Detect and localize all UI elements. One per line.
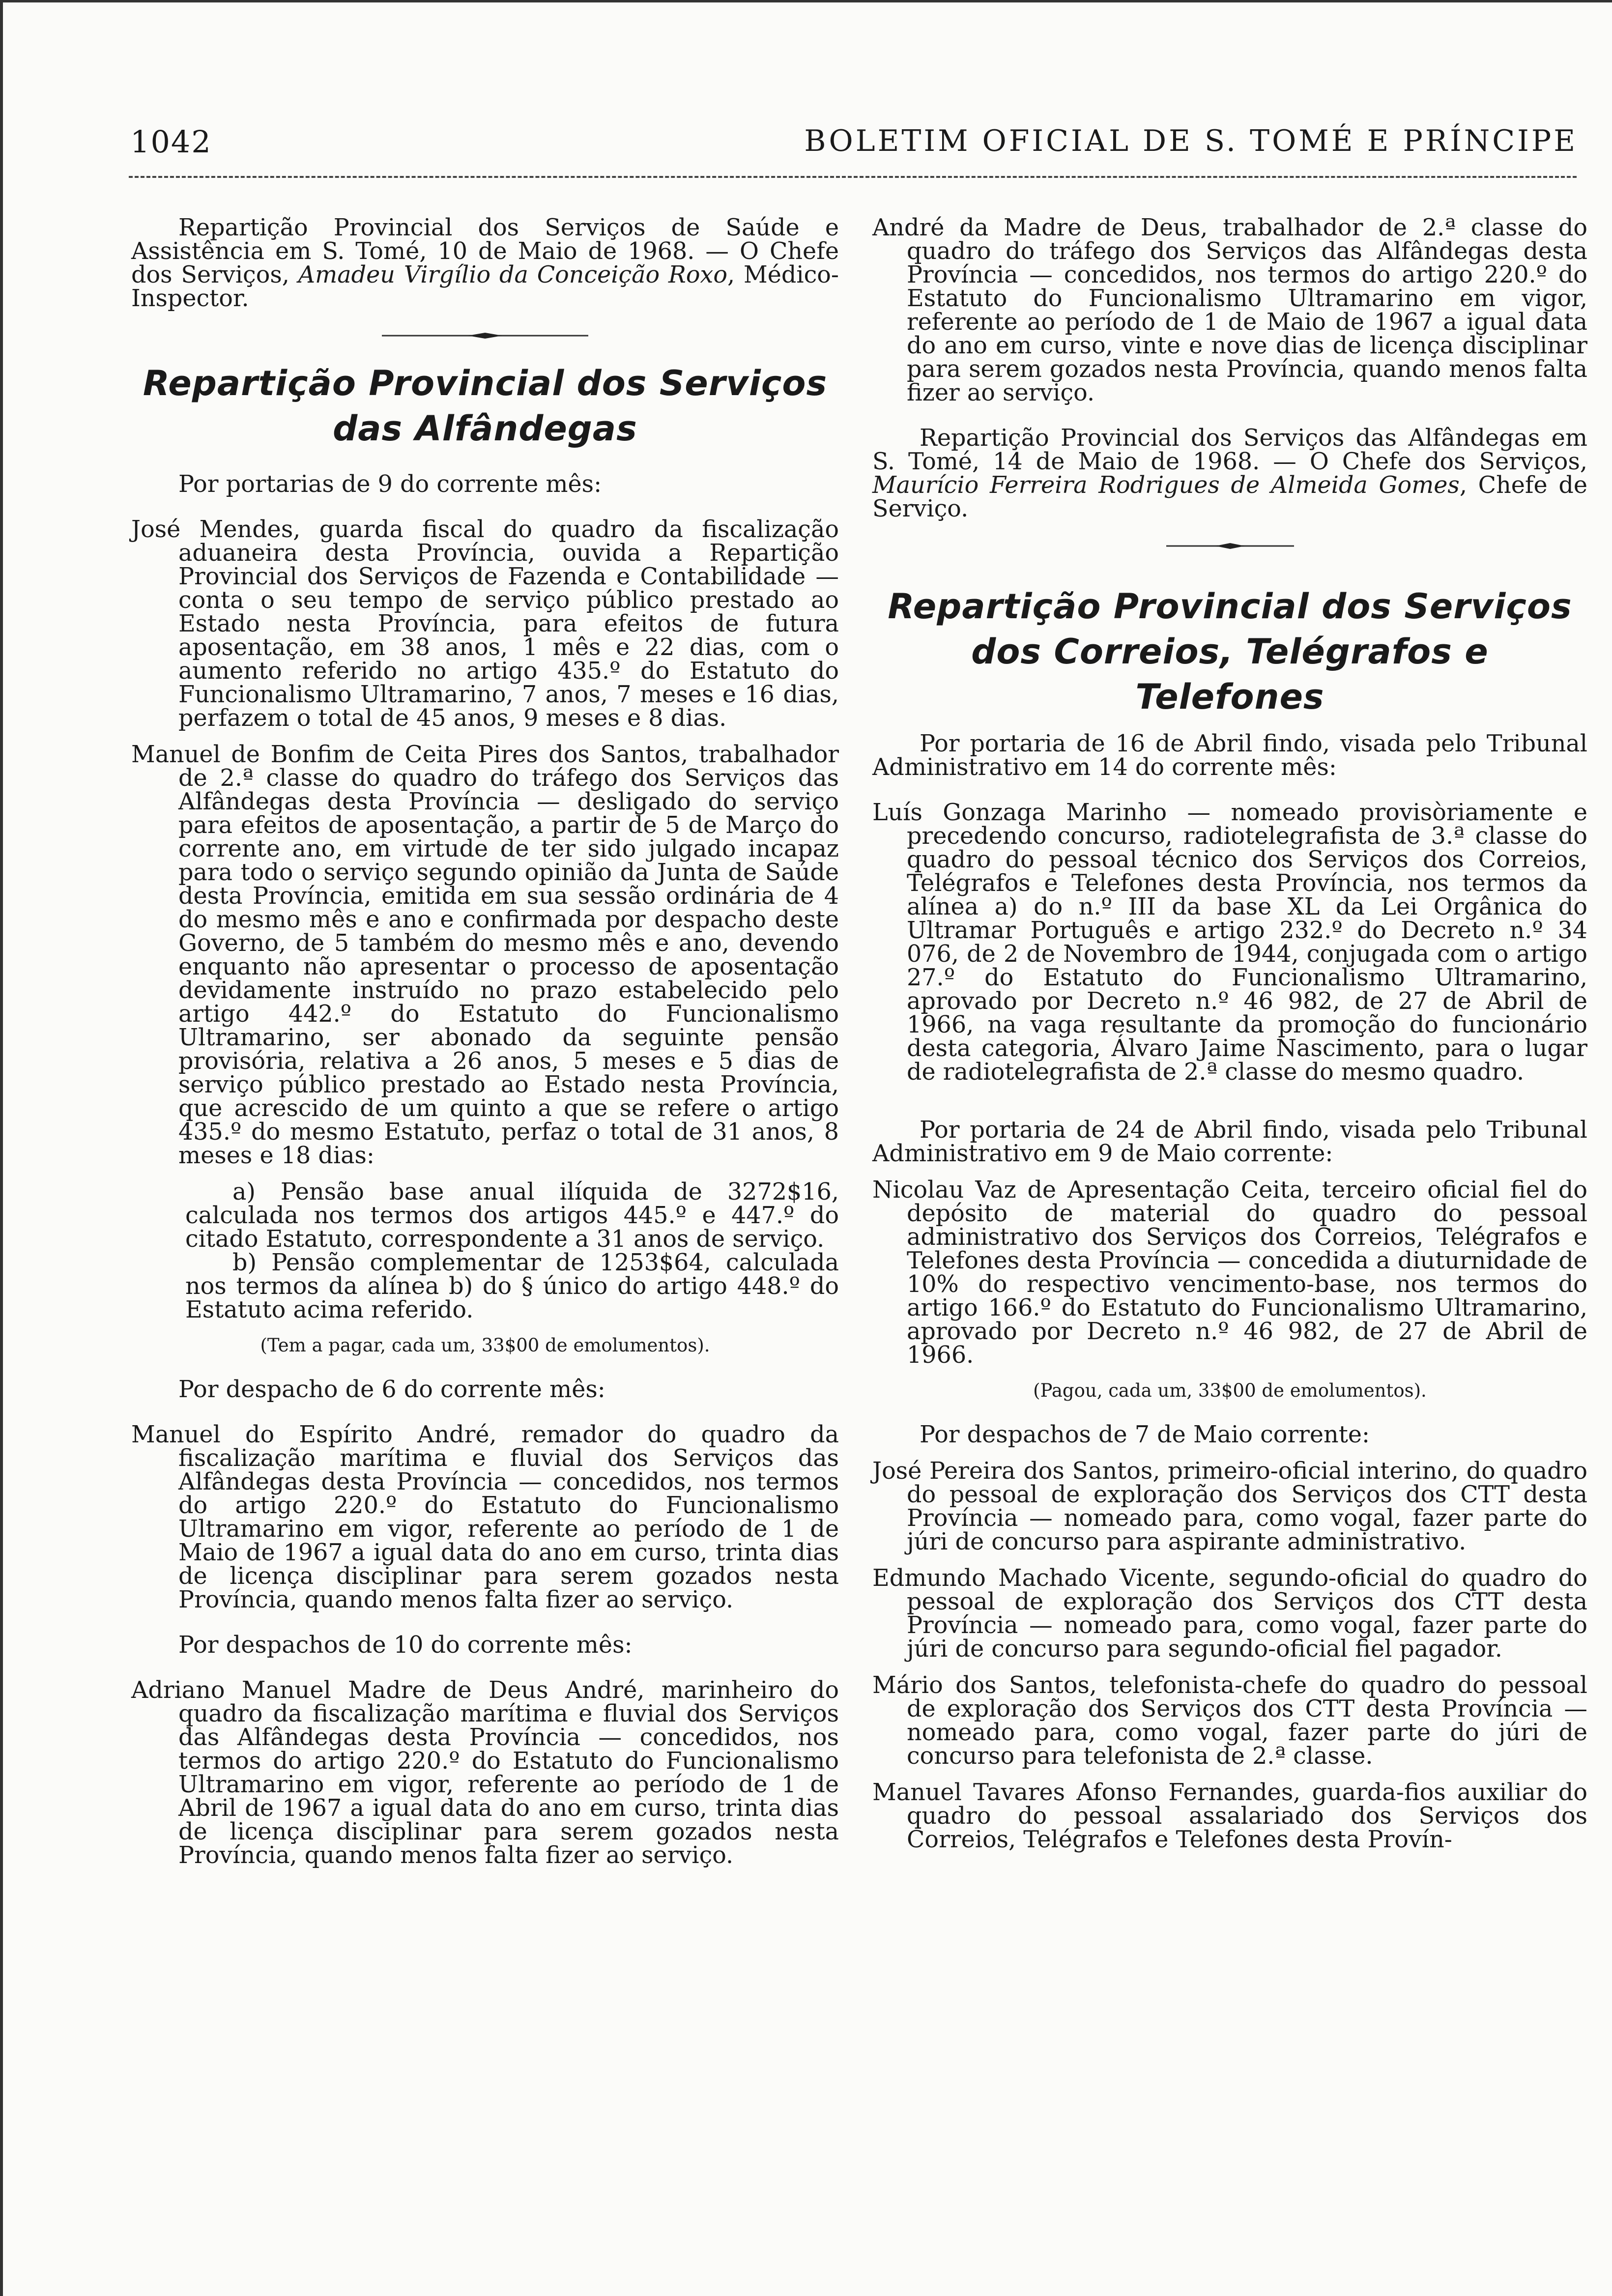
entry-andre: André da Madre de Deus, trabalhador de 2.ª classe do quadro do tráfego dos Serviços das Alfândegas desta Província — concedidos, nos termos do artigo 220.º do Estatuto do Funcionalismo Ultramarino em vigor, referente ao período de 1 de Maio de 1967 a igual data do ano em curso, vinte e nove dias de licença disciplinar para serem gozados nesta Província, quando menos falta fizer ao serviço.: [872, 214, 1587, 406]
emolument-note: (Tem a pagar, cada um, 33$00 de emolumentos).: [260, 1335, 710, 1356]
signature-alfandegas: [872, 427, 1587, 521]
section-title-line: Repartição Provincial dos Serviços: [888, 586, 1572, 627]
item-text: Pensão base anual ilíquida de 3272$16, calculada nos termos dos artigos 445.º e 447.º do citado Estatuto, correspondente a 31 anos de serviço.: [185, 1178, 839, 1253]
page-header: [130, 118, 1578, 162]
emolument-note: (Pagou, cada um, 33$00 de emolumentos).: [1033, 1380, 1427, 1401]
running-head: BOLETIM OFICIAL DE S. TOMÉ E PRÍNCIPE: [804, 124, 1578, 158]
entry-mario: Mário dos Santos, telefonista-chefe do quadro do pessoal de exploração dos Serviços dos CTT desta Província — nomeado para, como vogal, fazer parte do júri de concurso para telefonista de 2.ª classe.: [872, 1672, 1587, 1770]
section-title-ctt: [872, 584, 1587, 719]
section-title-alfandegas: [131, 361, 839, 451]
signature-text: Repartição Provincial dos Serviços de Saúde e Assistência em S. Tomé, 10 de Maio de 1968. — O Chefe dos Serviços,: [131, 214, 839, 288]
entry-edmundo: Edmundo Machado Vicente, segundo-oficial do quadro do pessoal de exploração dos Serviços dos CTT desta Província — nomeado para, como vogal, fazer parte do júri de concurso para segundo-oficial fiel pagador.: [872, 1565, 1587, 1663]
entry-jose-pereira: José Pereira dos Santos, primeiro-oficial interino, do quadro do pessoal de exploração dos Serviços dos CTT desta Província — nomeado para, como vogal, fazer parte do júri de concurso para aspirante administrativo.: [872, 1458, 1587, 1555]
entry-luis-gonzaga: Luís Gonzaga Marinho — nomeado provisòriamente e precedendo concurso, radiotelegrafista de 3.ª classe do quadro do pessoal técnico dos Serviços dos Correios, Telégrafos e Telefones desta Província, nos termos da alínea a) do n.º III da base XL da Lei Orgânica do Ultramar Português e artigo 232.º do Decreto n.º 34 076, de 2 de Novembro de 1944, conjugada com o artigo 27.º do Estatuto do Funcionalismo Ultramarino, aprovado por Decreto n.º 46 982, de 27 de Abril de 1966, na vaga resultante da promoção do funcionário desta categoria, Álvaro Jaime Nascimento, para o lugar de radiotelegrafista de 2.ª classe do mesmo quadro.: [872, 799, 1587, 1086]
signatory-name: Maurício Ferreira Rodrigues de Almeida Gomes: [872, 472, 1460, 499]
subheading-despacho-6: Por despacho de 6 do corrente mês:: [178, 1376, 605, 1403]
subheading-despachos-10: Por despachos de 10 do corrente mês:: [178, 1632, 633, 1659]
item-a: [131, 1180, 839, 1251]
section-title-line: dos Correios, Telégrafos e Telefones: [971, 631, 1489, 717]
subheading-despachos-7: Por despachos de 7 de Maio corrente:: [920, 1421, 1370, 1448]
page-number: 1042: [130, 124, 212, 160]
header-rule: [129, 176, 1577, 178]
subheading-portaria-24: Por portaria de 24 de Abril findo, visada pelo Tribunal Administrativo em 9 de Maio corrente:: [872, 1117, 1587, 1167]
entry-jose-mendes: José Mendes, guarda fiscal do quadro da fiscalização aduaneira desta Província, ouvida a Repartição Provincial dos Serviços de Fazenda e Contabilidade — conta o seu tempo de serviço público prestado ao Estado nesta Província, para efeitos de futura aposentação, em 38 anos, 1 mês e 22 dias, com o aumento referido no artigo 435.º do Estatuto do Funcionalismo Ultramarino, 7 anos, 7 meses e 16 dias, perfazem o total de 45 anos, 9 meses e 8 dias.: [131, 516, 839, 732]
left-column: [131, 216, 839, 1867]
section-divider: [131, 332, 839, 339]
entry-nicolau: Nicolau Vaz de Apresentação Ceita, terceiro oficial fiel do depósito de material do quadro do pessoal administrativo dos Serviços dos Correios, Telégrafos e Telefones desta Província — concedida a diuturnidade de 10% do respectivo vencimento-base, nos termos do artigo 166.º do Estatuto do Funcionalismo Ultramarino, aprovado por Decreto n.º 46 982, de 27 de Abril de 1966.: [872, 1177, 1587, 1369]
section-title-line: Repartição Provincial dos Serviços: [143, 363, 828, 403]
subheading-portarias-9: Por portarias de 9 do corrente mês:: [178, 471, 602, 498]
signatory-role: , Médico-Inspector.: [131, 261, 839, 312]
entry-adriano: Adriano Manuel Madre de Deus André, marinheiro do quadro da fiscalização marítima e fluvial dos Serviços das Alfândegas desta Província — concedidos, nos termos do artigo 220.º do Estatuto do Funcionalismo Ultramarino em vigor, referente ao período de 1 de Abril de 1967 a igual data do ano em curso, trinta dias de licença disciplinar para serem gozados nesta Província, quando menos falta fizer ao serviço.: [131, 1677, 839, 1869]
entry-manuel-bonfim: Manuel de Bonfim de Ceita Pires dos Santos, trabalhador de 2.ª classe do quadro do tráfego dos Serviços das Alfândegas desta Província — desligado do serviço para efeitos de aposentação, a partir de 5 de Março do corrente ano, em virtude de ter sido julgado incapaz para todo o serviço segundo opinião da Junta de Saúde desta Província, emitida em sua sessão ordinária de 4 do mesmo mês e ano e confirmada por despacho deste Governo, de 5 também do mesmo mês e ano, devendo enquanto não apresentar o processo de aposentação devidamente instruído no prazo estabelecido pelo artigo 442.º do Estatuto do Funcionalismo Ultramarino, ser abonado da seguinte pensão provisória, relativa a 26 anos, 5 meses e 5 dias de serviço público prestado ao Estado nesta Província, que acrescido de um quinto a que se refere o artigo 435.º do mesmo Estatuto, perfaz o total de 31 anos, 8 meses e 18 dias:: [131, 741, 839, 1169]
item-b: [131, 1251, 839, 1322]
subheading-portaria-16: Por portaria de 16 de Abril findo, visada pelo Tribunal Administrativo em 14 do corrente mês:: [872, 730, 1587, 781]
signatory-role: , Chefe de Serviço.: [872, 472, 1587, 522]
section-divider: [872, 543, 1587, 549]
signature-saude: [131, 216, 839, 311]
item-label: a): [232, 1178, 256, 1205]
section-title-line: das Alfândegas: [333, 408, 637, 449]
signatory-name: Amadeu Virgílio da Conceição Roxo: [298, 261, 728, 288]
entry-manuel-tavares: Manuel Tavares Afonso Fernandes, guarda-fios auxiliar do quadro do pessoal assalariado dos Serviços dos Correios, Telégrafos e Telefones desta Provín-: [872, 1779, 1587, 1853]
right-column: [872, 216, 1587, 1852]
signature-text: Repartição Provincial dos Serviços das Alfândegas em S. Tomé, 14 de Maio de 1968. — O Chefe dos Serviços,: [872, 425, 1587, 475]
entry-manuel-espirito: Manuel do Espírito André, remador do quadro da fiscalização marítima e fluvial dos Serviços das Alfândegas desta Província — concedidos, nos termos do artigo 220.º do Estatuto do Funcionalismo Ultramarino em vigor, referente ao período de 1 de Maio de 1967 a igual data do ano em curso, trinta dias de licença disciplinar para serem gozados nesta Província, quando menos falta fizer ao serviço.: [131, 1421, 839, 1613]
item-text: Pensão complementar de 1253$64, calculada nos termos da alínea b) do § único do artigo 448.º do Estatuto acima referido.: [185, 1249, 839, 1323]
item-label: b): [232, 1249, 257, 1276]
